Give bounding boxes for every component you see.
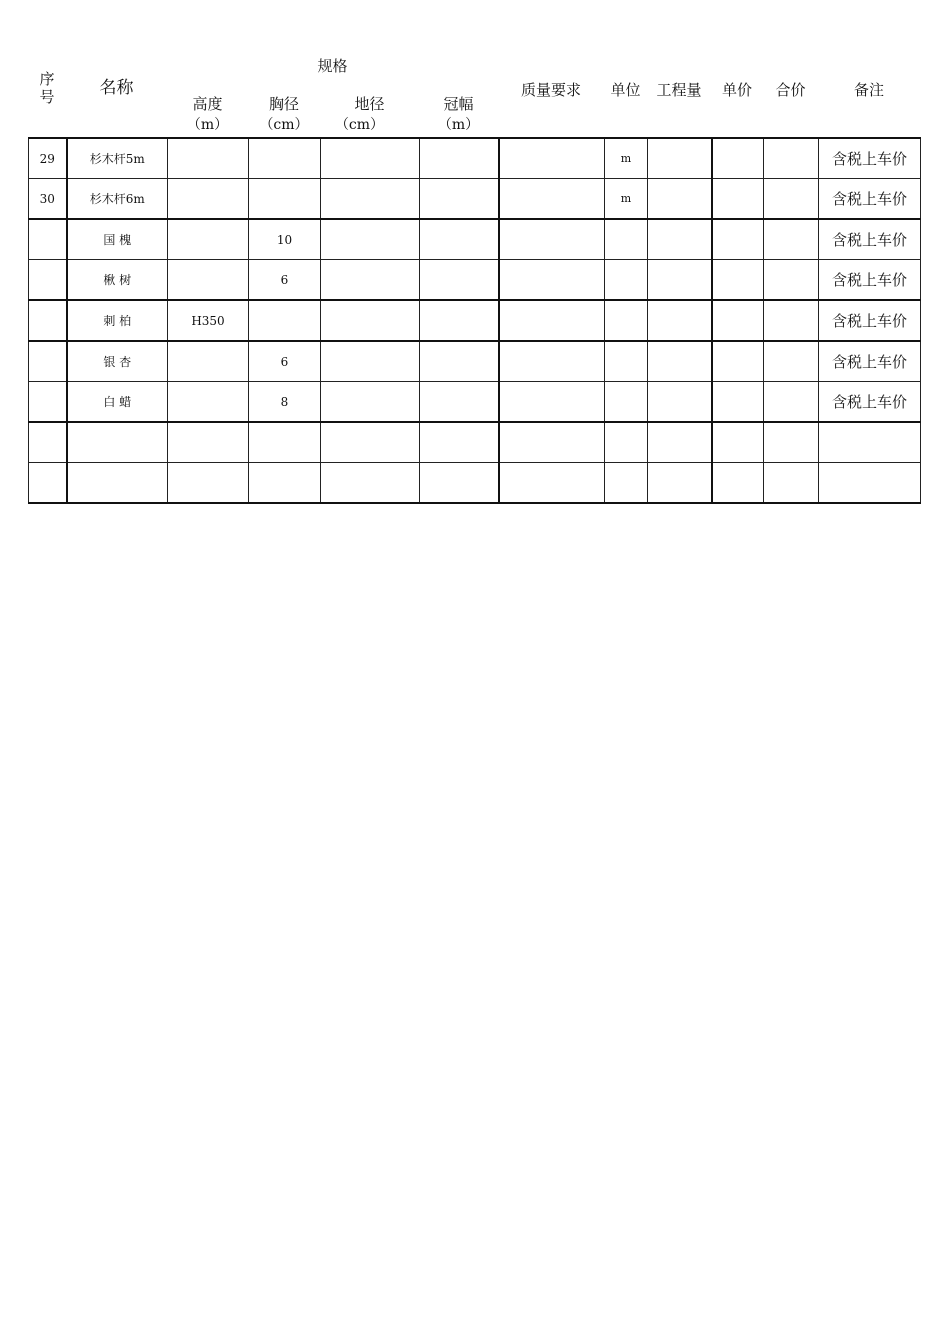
cell-remarks: 含税上车价 [819,179,921,220]
cell-unit: m [605,138,648,179]
cell-seq [29,341,67,382]
cell-unit [605,422,648,463]
cell-crown [420,341,499,382]
header-dbh: 胸径 [268,95,299,113]
cell-dbh [249,300,321,341]
header-unit: 单位 [610,81,641,99]
cell-seq: 30 [29,179,67,220]
header-ground-diameter: 地径 [354,95,385,113]
header-quantity: 工程量 [656,81,702,99]
cell-unit [605,260,648,301]
cell-name: 刺 柏 [67,300,168,341]
header-unit-price: 单价 [721,81,752,99]
cell-quantity [648,138,712,179]
cell-quality [499,219,605,260]
cell-name: 楸 树 [67,260,168,301]
cell-name: 银 杏 [67,341,168,382]
cell-unit-price [712,138,764,179]
cell-dbh: 8 [249,382,321,423]
cell-name: 国 槐 [67,219,168,260]
cell-height: H350 [168,300,249,341]
cell-quality [499,138,605,179]
cell-total-price [764,422,819,463]
table-row [29,463,921,504]
cell-quantity [648,382,712,423]
cell-remarks: 含税上车价 [819,382,921,423]
cell-unit [605,463,648,504]
cell-quantity [648,219,712,260]
cell-ground-diameter [321,179,420,220]
cell-remarks: 含税上车价 [819,300,921,341]
cell-total-price [764,463,819,504]
cell-remarks: 含税上车价 [819,260,921,301]
cell-remarks: 含税上车价 [819,219,921,260]
cell-total-price [764,219,819,260]
cell-quality [499,463,605,504]
cell-height [168,341,249,382]
cell-seq [29,463,67,504]
header-total-price: 合价 [775,81,806,99]
cell-height [168,260,249,301]
cell-quantity [648,422,712,463]
table-row [29,219,921,260]
cell-quality [499,260,605,301]
cell-dbh [249,138,321,179]
cell-seq [29,382,67,423]
cell-height [168,179,249,220]
header-spec: 规格 [317,57,348,75]
cell-total-price [764,382,819,423]
cell-dbh [249,179,321,220]
cell-unit-price [712,463,764,504]
cell-name [67,422,168,463]
cell-total-price [764,260,819,301]
table-row [29,382,921,423]
cell-crown [420,260,499,301]
cell-total-price [764,179,819,220]
cell-height [168,422,249,463]
cell-ground-diameter [321,260,420,301]
header-crown-unit: （m） [437,117,480,133]
cell-dbh: 10 [249,219,321,260]
cell-crown [420,422,499,463]
table-row [29,260,921,301]
cell-ground-diameter [321,341,420,382]
cell-name: 杉木杆5m [67,138,168,179]
cell-quantity [648,341,712,382]
cell-unit-price [712,179,764,220]
cell-unit [605,382,648,423]
cell-quality [499,422,605,463]
table-row [29,179,921,220]
cell-dbh: 6 [249,341,321,382]
cell-dbh: 6 [249,260,321,301]
cell-ground-diameter [321,422,420,463]
cell-quality [499,179,605,220]
cell-seq [29,422,67,463]
table-row [29,138,921,179]
table-body [29,138,921,503]
cell-height [168,219,249,260]
cell-quantity [648,300,712,341]
cell-quantity [648,179,712,220]
cell-seq [29,260,67,301]
plant-table [28,137,921,504]
header-height: 高度 [192,95,223,113]
cell-name: 杉木杆6m [67,179,168,220]
cell-ground-diameter [321,219,420,260]
cell-unit: m [605,179,648,220]
cell-quantity [648,463,712,504]
cell-height [168,138,249,179]
cell-crown [420,219,499,260]
cell-crown [420,138,499,179]
header-ground-diameter-unit: （cm） [334,117,385,133]
cell-total-price [764,300,819,341]
cell-ground-diameter [321,138,420,179]
header-crown: 冠幅 [443,95,474,113]
header-seq [28,70,66,106]
cell-dbh [249,422,321,463]
cell-quantity [648,260,712,301]
header-height-unit: （m） [186,117,229,133]
cell-ground-diameter [321,382,420,423]
cell-seq: 29 [29,138,67,179]
header-seq-line1: 序 [39,70,55,88]
cell-unit-price [712,260,764,301]
cell-ground-diameter [321,300,420,341]
cell-crown [420,300,499,341]
table-row [29,341,921,382]
cell-ground-diameter [321,463,420,504]
cell-unit [605,219,648,260]
cell-quality [499,300,605,341]
cell-unit-price [712,382,764,423]
cell-unit-price [712,219,764,260]
cell-name [67,463,168,504]
cell-unit-price [712,422,764,463]
cell-height [168,463,249,504]
cell-crown [420,463,499,504]
cell-remarks [819,463,921,504]
cell-name: 白 蜡 [67,382,168,423]
cell-unit-price [712,300,764,341]
cell-remarks: 含税上车价 [819,341,921,382]
cell-quality [499,382,605,423]
cell-height [168,382,249,423]
cell-total-price [764,341,819,382]
cell-quality [499,341,605,382]
table-row [29,422,921,463]
cell-dbh [249,463,321,504]
cell-crown [420,382,499,423]
cell-unit [605,341,648,382]
cell-unit-price [712,341,764,382]
header-quality: 质量要求 [520,81,581,99]
cell-remarks: 含税上车价 [819,138,921,179]
header-dbh-unit: （cm） [259,117,309,133]
table-row [29,300,921,341]
cell-total-price [764,138,819,179]
header-seq-line2: 号 [39,88,55,106]
cell-seq [29,300,67,341]
cell-remarks [819,422,921,463]
header-remarks: 备注 [853,81,884,99]
cell-crown [420,179,499,220]
cell-seq [29,219,67,260]
header-name: 名称 [99,78,134,98]
cell-unit [605,300,648,341]
